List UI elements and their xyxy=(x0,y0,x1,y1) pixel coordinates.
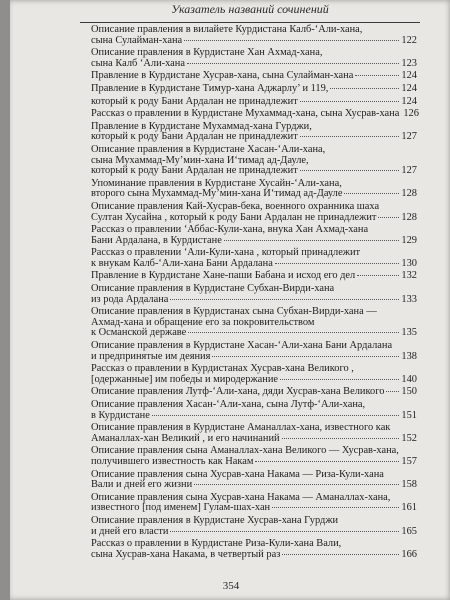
entry-page-number: 132 xyxy=(401,270,417,282)
entry-title-text: Описание правления Хасан-‘Али-хана, сына Лутф-‘Али-хана, xyxy=(91,399,366,410)
entry-title-text: Вали и дней его жизни xyxy=(91,479,193,491)
dot-leader xyxy=(224,240,400,241)
toc-entry-line xyxy=(91,71,417,82)
entry-title-text: Описание правления в Курдистане Хусрав-хана Гурджи xyxy=(91,514,339,526)
toc-entry-line xyxy=(91,457,417,468)
entry-title-text: Султан Хусайна , который к роду Бани Ардалан не принадлежит xyxy=(91,211,377,223)
dot-leader xyxy=(152,415,400,416)
entry-title-text: из рода Ардалана xyxy=(91,293,169,305)
dot-leader xyxy=(255,461,399,462)
entry-page-number: 165 xyxy=(401,525,417,537)
dot-leader xyxy=(280,379,399,380)
entry-page-number: 152 xyxy=(401,432,417,444)
toc-entry-line xyxy=(91,25,417,36)
entry-page-number: 150 xyxy=(401,386,417,398)
toc-entry xyxy=(91,446,417,467)
entry-title-text: Ахмад-хана и обращение его за покровительством xyxy=(91,316,315,328)
dot-leader xyxy=(272,507,399,508)
entry-title-text: и предпринятые им деяния xyxy=(91,350,211,362)
toc-entry-line xyxy=(91,145,417,156)
entry-title-text: Описание правления Кай-Хусрав-бека, военного охранника шаха xyxy=(91,200,380,212)
entry-page-number: 166 xyxy=(401,548,417,560)
toc-entry xyxy=(91,109,417,120)
dot-leader xyxy=(300,136,400,137)
entry-title-text: известного [под именем] Гулам-шах-хан xyxy=(91,502,271,514)
entry-title-text: Правление в Курдистане Тимур-хана Аджарлу’ и 119, xyxy=(91,82,329,94)
toc-entry-line xyxy=(91,59,417,70)
toc-entry xyxy=(91,71,417,82)
entry-title-text: Рассказ о правлении в Курдистанах Хусрав-хана Великого , xyxy=(91,363,354,375)
toc-entry xyxy=(91,25,417,46)
dot-leader xyxy=(170,299,399,300)
entry-title-text: Описание правления в Курдистане Хасан-‘Али-хана Бани Ардалана xyxy=(91,340,393,352)
entry-title-text: Описание правления в Курдистане Хасан-‘Али-хана, xyxy=(91,143,326,155)
dot-leader xyxy=(357,275,399,276)
toc-entry-line xyxy=(91,295,417,306)
entry-title-text: сына Калб ‘Али-хана xyxy=(91,57,185,69)
entry-page-number: 123 xyxy=(401,57,417,69)
toc-entry-line xyxy=(91,550,417,561)
page-number: 354 xyxy=(222,580,240,592)
entry-page-number: 157 xyxy=(401,455,417,467)
toc-entry xyxy=(91,387,417,398)
entry-page-number: 138 xyxy=(401,350,417,362)
toc-entry xyxy=(91,48,417,69)
toc-entry-line xyxy=(91,527,417,538)
toc-entry-line xyxy=(91,36,417,47)
entry-title-text: Описание правления в Курдистане Аманаллах-хана, известного как xyxy=(91,422,391,434)
toc-entry xyxy=(91,271,417,282)
toc-entry-line xyxy=(91,202,417,213)
toc-entry xyxy=(91,122,417,143)
toc-entry xyxy=(91,364,417,385)
entry-title-text: получившего известность как Накам xyxy=(91,455,254,467)
entry-page-number: 127 xyxy=(401,165,417,177)
entry-title-text: который к роду Бани Ардалан не принадлежит xyxy=(91,95,298,107)
toc-entry-line xyxy=(91,189,417,200)
entry-title-text: Правление в Курдистане Хане-паши Бабана и исход его дел xyxy=(91,270,356,282)
entry-title-text: Описание правления сына Аманаллах-хана Великого — Хусрав-хана, xyxy=(91,445,399,457)
toc-entry xyxy=(91,97,417,108)
toc-entry-line xyxy=(91,434,417,445)
dot-leader xyxy=(184,40,399,41)
toc-entry xyxy=(91,202,417,223)
dot-leader xyxy=(300,101,400,102)
toc-entry xyxy=(91,225,417,246)
toc-entry-line xyxy=(91,375,417,386)
entry-title-text: к внукам Калб-‘Али-хана Бани Ардалана xyxy=(91,257,273,269)
entry-title-text: Рассказ о правлении ‘Али-Кули-хана , который принадлежит xyxy=(91,247,361,259)
toc-entry-line xyxy=(91,503,417,514)
dot-leader xyxy=(275,263,400,264)
entry-page-number: 158 xyxy=(401,479,417,491)
toc-entry xyxy=(91,84,417,95)
running-header: Указатель названий сочинений xyxy=(80,0,420,23)
toc-entry-line xyxy=(91,84,417,95)
entry-page-number: 124 xyxy=(401,82,417,94)
entry-title-text: Описание правления в Курдистанах сына Субхан-Вирди-хана — xyxy=(91,306,377,318)
entry-title-text: Описание правления в Курдистане Субхан-Вирди-хана xyxy=(91,283,335,295)
dot-leader xyxy=(212,356,399,357)
toc-entry-line xyxy=(91,328,417,339)
toc-entry-line xyxy=(91,109,417,120)
entry-title-text: который к роду Бани Ардалан не принадлежит xyxy=(91,165,298,177)
dot-leader xyxy=(300,170,400,171)
entry-title-text: Описание правления в вилайете Курдистана Калб-‘Али-хана, xyxy=(91,24,363,35)
toc-entry xyxy=(91,470,417,491)
toc-entry xyxy=(91,179,417,200)
toc-entry-line xyxy=(91,411,417,422)
entry-page-number: 124 xyxy=(401,70,417,82)
entry-title-text: Описание правления в Курдистане Хан Ахмад-хана, xyxy=(91,47,323,59)
entry-title-text: [одержанные] им победы и миродержание xyxy=(91,373,278,385)
toc-entry-line xyxy=(91,236,417,247)
dot-leader xyxy=(386,391,399,392)
toc-entry xyxy=(91,539,417,560)
entry-title-text: и дней его власти xyxy=(91,525,169,537)
toc-entry-line xyxy=(91,97,417,108)
entry-page-number: 133 xyxy=(401,293,417,305)
entry-title-text: Описание правления Лутф-‘Али-хана, дяди Хусрав-хана Великого xyxy=(91,386,385,398)
toc-entry-line xyxy=(91,132,417,143)
dot-leader xyxy=(188,332,399,333)
entry-page-number: 130 xyxy=(401,257,417,269)
dot-leader xyxy=(170,531,399,532)
toc-entry-line xyxy=(91,352,417,363)
toc-entry-line xyxy=(91,271,417,282)
entry-title-text: к Османской державе xyxy=(91,327,187,339)
toc-entry xyxy=(91,341,417,362)
entry-title-text: сына Мухаммад-Му’мин-хана И‘тимад ад-Дауле, xyxy=(91,154,309,166)
dot-leader xyxy=(355,75,399,76)
dot-leader xyxy=(344,193,399,194)
toc-entry xyxy=(91,400,417,421)
dot-leader xyxy=(194,484,399,485)
entry-page-number: 129 xyxy=(401,234,417,246)
entry-title-text: Правление в Курдистане Мухаммад-хана Гурджи, xyxy=(91,120,312,132)
table-of-contents xyxy=(91,25,417,562)
entry-page-number: 161 xyxy=(401,502,417,514)
entry-title-text: в Курдистане xyxy=(91,409,150,421)
entry-title-text: второго сына Мухаммад-Му’мин-хана И‘тимад ад-Дауле xyxy=(91,188,343,200)
toc-entry xyxy=(91,145,417,177)
toc-entry-line xyxy=(91,166,417,177)
entry-page-number: 128 xyxy=(401,188,417,200)
dot-leader xyxy=(187,63,399,64)
toc-entry-line xyxy=(91,213,417,224)
entry-page-number: 124 xyxy=(401,95,417,107)
entry-title-text: сына Хусрав-хана Накама, в четвертый раз xyxy=(91,548,281,560)
book-page xyxy=(10,0,450,600)
toc-entry-line xyxy=(91,387,417,398)
entry-page-number: 128 xyxy=(401,211,417,223)
entry-title-text: Правление в Курдистане Хусрав-хана, сына Сулайман-хана xyxy=(91,70,354,82)
entry-title-text: Аманаллах-хан Великий , и его начинаний xyxy=(91,432,280,444)
entry-page-number: 135 xyxy=(401,327,417,339)
toc-entry-line xyxy=(91,516,417,527)
entry-title-text: Рассказ о правлении в Курдистане Риза-Кули-хана Вали, xyxy=(91,538,342,550)
entry-page-number: 127 xyxy=(401,131,417,143)
entry-title-text: Бани Ардалана, в Курдистане xyxy=(91,234,222,246)
entry-page-number: 140 xyxy=(401,373,417,385)
toc-entry xyxy=(91,307,417,339)
toc-entry-line xyxy=(91,400,417,411)
toc-entry xyxy=(91,423,417,444)
entry-page-number: 122 xyxy=(401,34,417,46)
entry-title-text: Описание правления сына Хусрав-хана Накама — Риза-Кули-хана xyxy=(91,468,384,480)
entry-title-text: Рассказ о правлении в Курдистане Мухаммад-хана, сына Хусрав-хана xyxy=(91,108,400,120)
toc-entry xyxy=(91,516,417,537)
entry-title-text: Рассказ о правлении ‘Аббас-Кули-хана, внука Хан Ахмад-хана xyxy=(91,224,369,236)
toc-entry-line xyxy=(91,480,417,491)
toc-entry xyxy=(91,493,417,514)
entry-page-number: 151 xyxy=(401,409,417,421)
entry-page-number: 126 xyxy=(403,108,419,120)
dot-leader xyxy=(330,88,399,89)
entry-title-text: который к роду Бани Ардалан не принадлежит xyxy=(91,131,298,143)
dot-leader xyxy=(282,554,399,555)
entry-title-text: сына Сулайман-хана xyxy=(91,34,183,46)
dot-leader xyxy=(378,217,399,218)
dot-leader xyxy=(282,438,400,439)
toc-entry xyxy=(91,248,417,269)
toc-entry-line xyxy=(91,259,417,270)
entry-title-text: Упоминание правления в Курдистане Хусайн-‘Али-хана, xyxy=(91,177,342,189)
entry-title-text: Описание правления сына Хусрав-хана Накама — Аманаллах-хана, xyxy=(91,491,391,503)
toc-entry xyxy=(91,284,417,305)
